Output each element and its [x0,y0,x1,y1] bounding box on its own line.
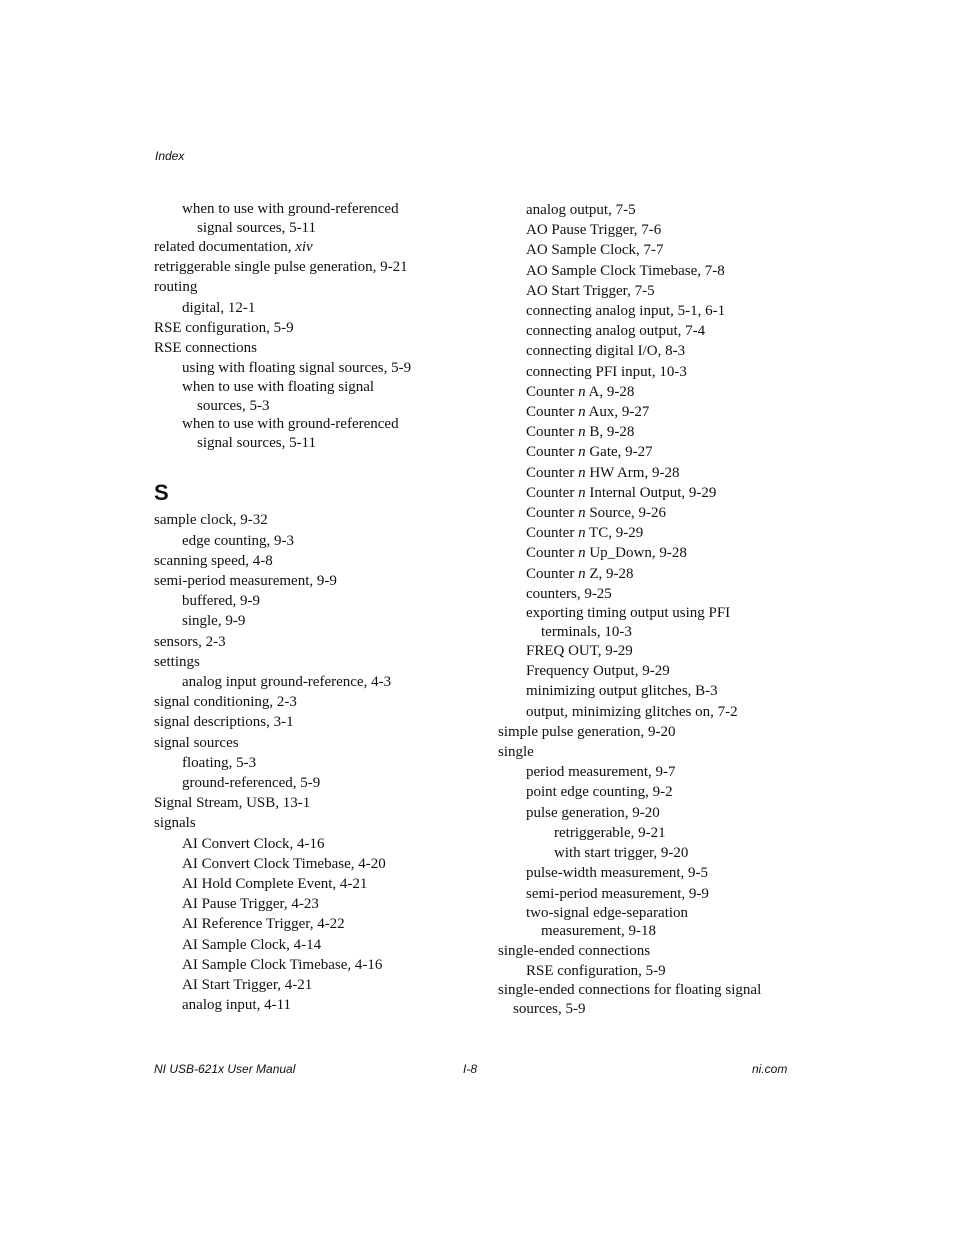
index-entries-s [154,510,454,1015]
entry-text: Counter [526,505,579,522]
entry-text: AO Sample Clock Timebase, 7-8 [526,262,725,279]
index-entry [498,362,798,382]
footer-page-number: I-8 [463,1062,478,1076]
footer-website: ni.com [752,1062,788,1076]
index-entry [154,955,454,975]
index-entry [154,571,454,591]
entry-text: Counter [526,525,579,542]
entry-text: Counter [526,424,579,441]
index-entry [154,793,454,813]
entry-text: AO Sample Clock, 7-7 [526,242,664,259]
index-column-left [154,200,454,1016]
entry-text: Counter [526,404,579,421]
entry-text: analog input ground-reference, 4-3 [182,674,392,691]
entry-continuation: signal sources, 5-11 [197,219,317,236]
index-entry [498,382,798,402]
index-entry [154,834,454,854]
entry-text: period measurement, 9-7 [526,764,676,781]
entry-text: single-ended connections for floating signal [498,982,762,999]
entry-text: when to use with floating signal [182,379,375,396]
index-entry [154,200,454,237]
index-entry [154,510,454,530]
entry-text: signals [154,815,196,832]
entry-text: settings [154,653,200,670]
entry-text: AI Sample Clock, 4-14 [182,936,322,953]
entry-text: using with floating signal sources, 5-9 [182,360,412,377]
entry-text: connecting PFI input, 10-3 [526,363,687,380]
index-entry [154,531,454,551]
index-entry [154,257,454,277]
entry-text: AI Start Trigger, 4-21 [182,977,313,994]
index-entry [498,661,798,681]
entry-text: pulse-width measurement, 9-5 [526,865,709,882]
entry-text: signal descriptions, 3-1 [154,714,294,731]
running-head: Index [155,149,185,163]
entry-italic-text: n [578,545,586,562]
entry-text: AI Pause Trigger, 4-23 [182,896,319,913]
entry-continuation: measurement, 9-18 [541,923,656,940]
entry-text: RSE configuration, 5-9 [154,319,294,336]
entry-continuation: sources, 5-3 [197,397,270,414]
entry-page-ref: HW Arm, 9-28 [585,464,680,481]
entry-text: routing [154,279,198,296]
entry-text: semi-period measurement, 9-9 [154,573,337,590]
entry-text: exporting timing output using PFI [526,605,731,622]
index-entry [154,712,454,732]
index-entry [498,281,798,301]
index-entry [498,823,798,843]
entry-text: AI Reference Trigger, 4-22 [182,916,345,933]
index-entry [498,884,798,904]
index-entry [498,422,798,442]
entry-text: connecting analog output, 7-4 [526,323,706,340]
entry-text: Counter [526,464,579,481]
entry-text: scanning speed, 4-8 [154,552,273,569]
entry-text: counters, 9-25 [526,585,612,602]
entry-text: sample clock, 9-32 [154,512,268,529]
index-entry [154,733,454,753]
index-entry [154,591,454,611]
entry-text: when to use with ground-referenced [182,416,399,433]
entry-page-ref: Aux, 9-27 [585,404,650,421]
index-entry [498,904,798,941]
entry-text: single-ended connections [498,942,651,959]
entry-text: analog input, 4-11 [182,997,292,1014]
index-entry [154,995,454,1015]
index-entry [498,321,798,341]
index-entry [498,402,798,422]
index-entry [498,641,798,661]
index-entry [154,611,454,631]
entry-italic-text: n [578,484,586,501]
entry-continuation: signal sources, 5-11 [197,434,317,451]
entry-text: single [498,744,534,761]
entry-text: minimizing output glitches, B-3 [526,683,718,700]
index-entry [498,543,798,563]
entry-page-ref: TC, 9-29 [585,525,644,542]
index-entry [154,338,454,358]
entry-text: Counter [526,545,579,562]
entry-italic-text: n [578,525,586,542]
index-entry [498,681,798,701]
index-entry [498,483,798,503]
entry-text: single, 9-9 [182,613,246,630]
entry-text: two-signal edge-separation [526,904,689,921]
index-entry [498,702,798,722]
index-entry [498,341,798,361]
entry-text: when to use with ground-referenced [182,201,399,217]
index-entry [154,652,454,672]
index-entries-right [498,200,798,1018]
entry-italic-text: n [578,565,586,582]
entry-text: point edge counting, 9-2 [526,784,673,801]
entry-text: signal sources [154,734,239,751]
index-entry [154,298,454,318]
entry-page-ref: Source, 9-26 [585,505,666,522]
index-entry [498,523,798,543]
entry-text: AI Convert Clock, 4-16 [182,835,325,852]
index-entry [154,358,454,378]
entry-text: retriggerable single pulse generation, 9-21 [154,259,408,276]
index-entry [498,261,798,281]
entry-text: ground-referenced, 5-9 [182,775,321,792]
entry-text: digital, 12-1 [182,299,256,316]
index-entry [498,742,798,762]
entry-italic-text: n [578,464,586,481]
index-entry [498,503,798,523]
entry-text: retriggerable, 9-21 [554,824,666,841]
entry-text: AI Convert Clock Timebase, 4-20 [182,855,386,872]
entry-text: connecting analog input, 5-1, 6-1 [526,303,726,320]
entry-italic-text: xiv [295,239,313,255]
index-entry [498,762,798,782]
entry-text: signal conditioning, 2-3 [154,694,297,711]
index-entry [154,813,454,833]
entry-text: Signal Stream, USB, 13-1 [154,795,311,812]
index-column-right [498,200,798,1018]
entry-text: sensors, 2-3 [154,633,226,650]
index-entry [154,318,454,338]
entry-text: connecting digital I/O, 8-3 [526,343,686,360]
entry-page-ref: B, 9-28 [585,424,635,441]
footer-manual-title: NI USB-621x User Manual [154,1062,296,1076]
entry-italic-text: n [578,383,586,400]
index-entry [498,301,798,321]
entry-text: floating, 5-3 [182,754,257,771]
index-entry [498,240,798,260]
entry-page-ref: A, 9-28 [585,383,635,400]
index-entries-continued [154,200,454,452]
entry-italic-text: n [578,505,586,522]
index-entry [154,975,454,995]
entry-text: AI Sample Clock Timebase, 4-16 [182,956,383,973]
entry-continuation: sources, 5-9 [513,1000,586,1017]
entry-text: Counter [526,484,579,501]
index-entry [498,803,798,823]
entry-text: FREQ OUT, 9-29 [526,643,633,660]
index-entry [498,843,798,863]
entry-text: simple pulse generation, 9-20 [498,723,676,740]
entry-text: Counter [526,444,579,461]
index-entry [154,277,454,297]
entry-text: analog output, 7-5 [526,202,636,218]
index-entry [154,632,454,652]
index-entry [154,854,454,874]
entry-text: output, minimizing glitches on, 7-2 [526,703,738,720]
index-entry [498,782,798,802]
entry-text: Counter [526,565,579,582]
index-entry [154,415,454,452]
entry-page-ref: Gate, 9-27 [585,444,653,461]
index-entry [154,237,454,257]
entry-text: AI Hold Complete Event, 4-21 [182,876,368,893]
entry-text: Frequency Output, 9-29 [526,663,670,680]
entry-text: Counter [526,383,579,400]
index-entry [498,863,798,883]
index-entry [498,961,798,981]
entry-italic-text: n [578,424,586,441]
entry-text: AO Start Trigger, 7-5 [526,282,655,299]
entry-text: semi-period measurement, 9-9 [526,885,709,902]
index-entry [154,753,454,773]
index-entry [498,564,798,584]
entry-page-ref: Up_Down, 9-28 [585,545,687,562]
index-entry [498,941,798,961]
index-entry [154,551,454,571]
index-entry [498,584,798,604]
entry-text: with start trigger, 9-20 [554,845,689,862]
section-letter-s: S [154,480,169,506]
index-entry [154,672,454,692]
entry-page-ref: Z, 9-28 [585,565,634,582]
index-entry [154,773,454,793]
index-entry [154,914,454,934]
entry-italic-text: n [578,444,586,461]
index-entry [498,442,798,462]
entry-text: edge counting, 9-3 [182,532,295,549]
entry-text: buffered, 9-9 [182,593,261,610]
index-entry [154,874,454,894]
index-entry [498,220,798,240]
index-entry [498,200,798,220]
index-entry [498,722,798,742]
index-entry [154,935,454,955]
index-entry [498,604,798,641]
entry-text: related documentation, [154,239,296,255]
entry-text: pulse generation, 9-20 [526,804,660,821]
index-entry [154,378,454,415]
entry-text: AO Pause Trigger, 7-6 [526,222,662,239]
entry-text: RSE connections [154,340,257,357]
index-entry [498,981,798,1018]
entry-italic-text: n [578,404,586,421]
index-entry [498,463,798,483]
index-entry [154,894,454,914]
entry-page-ref: Internal Output, 9-29 [585,484,717,501]
entry-continuation: terminals, 10-3 [541,623,632,640]
entry-text: RSE configuration, 5-9 [526,962,666,979]
index-entry [154,692,454,712]
